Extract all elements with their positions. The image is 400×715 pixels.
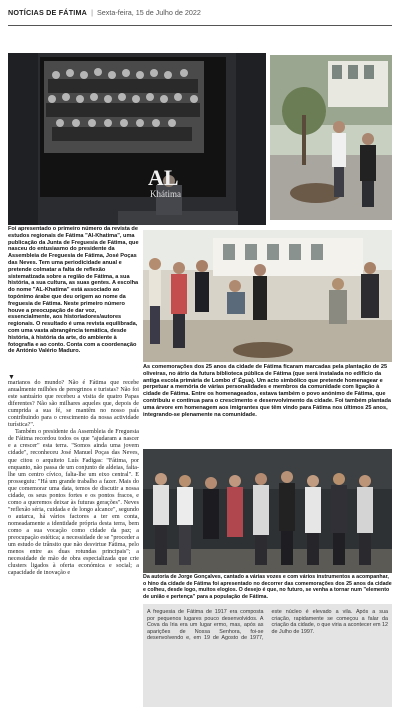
community-planting-illustration — [143, 230, 392, 362]
caption-magazine-presentation: Foi apresentado o primeiro número da revista de estudos regionais de Fátima "Al-Khatima", uma publicação da Junta de Freguesia de Fátima, que nasceu do entusiasmo do presidente da Assembleia de Freguesia de Fátima, José Poças das Neves. Tem uma periodicidade anual e pretende colmatar a falta de reflexão sistematizada sobre a região de Fátima, a sua história, a sua cultura, as suas gentes. A escolha do nome "AL-Khatima" está associado ao topónimo árabe que deu origem ao nome da freguesia de Fátima. Neste primeiro número houve a preocupação de dar voz, essencialmente, aos historiadores/autores regionais. O resultado é uma revista equilibrada, com uma vasta abrangência temática, desde história, à história da arte, do ambiente à fotografia e ao conto. Conta com a coordenação de António Valério Maduro. — [8, 226, 139, 355]
article-body — [8, 380, 139, 577]
tree-planting-illustration — [270, 55, 392, 220]
article-paragraph: Também o presidente da Assembleia de Freguesia de Fátima recordou todos os que "ajudaram a nascer e a crescer" esta terra. "Somos ainda uma jovem cidade", reconheceu José Manuel Poças das Neves, que citou o arquiteto Luís Fadigas: "Fátima, por enquanto, não passa de um conjunto de aldeias, falta-lhe um centro cívico, falta-lhe um eixo central". E prosseguiu: "Há um grande trabalho a fazer. Mais do que comemorar uma data, temos de discutir a nossa cidade, os seus pontos fortes e os pontos fracos, e como a queremos deixar às futuras gerações". Neves "reflexão séria, cuidada e de longo alcance", segundo o autarca, há vários factores a ter em conta, nomeadamente a identidade própria desta terra, bem como a sua vocação como cidade da paz; a preocupação estética; a necessidade de se "proceder a um estudo de trânsito que não desvirtue Fátima, pelo menos entre as duas rotundas principais"; a necessidade de mão de obra especializada que crie clusters ligados à oferta económica e social; a capacidade de inovação e — [8, 429, 139, 577]
header-separator: | — [91, 8, 93, 17]
screen-subtitle: Khátima — [150, 189, 181, 199]
page-header — [8, 8, 392, 26]
caption-city-anthem: Da autoria de Jorge Gonçalves, cantado a várias vozes e com vários instrumentos a acompanhar, o hino da cidade de Fátima foi apresentado no decorrer das comemorações dos 25 anos da cidade e colheu, desde logo, muitos elogios. O desejo é que, no futuro, se venha a tornar num "elemento de união e pertença" para a população de Fátima. — [143, 574, 392, 600]
city-anthem-illustration — [143, 449, 392, 573]
photo-tree-planting — [270, 55, 392, 220]
history-info-text — [147, 609, 388, 642]
presentation-illustration — [8, 53, 266, 225]
history-info-box — [143, 604, 392, 707]
article-continuation-marker: ▼ — [8, 374, 15, 381]
history-info-paragraph: A freguesia de Fátima de 1917 era composta por pequenos lugares pouco desenvolvidos. A Cova da Iria era um lugar ermo, mas, após as aparições de Nossa Senhora, foi-se desenvolvendo e, em 19 de Agosto de 1977, este núcleo é elevado a vila. Após a sua criação, rapidamente se começou a falar da criação da cidade, o que viria a acontecer em 12 de Julho de 1997. — [147, 609, 388, 642]
photo-community-planting — [143, 230, 392, 362]
photo-magazine-presentation — [8, 53, 266, 225]
screen-title: AL — [148, 165, 179, 190]
issue-date: Sexta-feira, 15 de Julho de 2022 — [96, 8, 201, 17]
photo-city-anthem — [143, 449, 392, 573]
publication-name: NOTÍCIAS DE FÁTIMA — [8, 8, 88, 17]
article-paragraph: marianos do mundo? Não é Fátima que recebe anualmente milhões de peregrinos e turistas? Não foi este santuário que recebeu a visita de quatro Papas diferentes? Não são milhares aqueles que, depois de cumprida a sua fé, se mantêm no nosso país contribuindo para o crescimento da nossa actividade turística?". — [8, 380, 139, 429]
caption-olive-planting: As comemorações dos 25 anos da cidade de Fátima ficaram marcadas pela plantação de 25 oliveiras, no átrio da futura biblioteca pública de Fátima (que será instalada no edifício da antiga escola primária de Lombo d' Égua). Um acto simbólico que pretende homenagear e perpetuar a memória de várias personalidades e membros da comunidade com ligação à cidade de Fátima. Entre os homenageados, estava também o povo anónimo de Fátima, que contribuiu e continua para o crescimento e desenvolvimento da cidade. Foi também plantada uma árvore em homenagem aos imigrantes que têm vindo para Fátima nos últimos 25 anos, integrando-se plenamente na comunidade. — [143, 364, 392, 418]
